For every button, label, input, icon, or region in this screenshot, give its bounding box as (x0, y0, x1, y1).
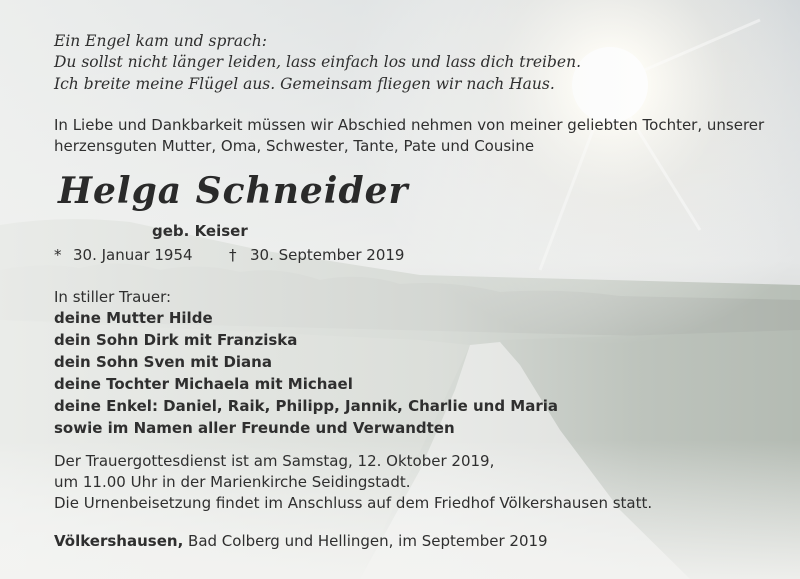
poem-line-1: Ein Engel kam und sprach: (54, 32, 267, 50)
maiden-name: geb. Keiser (152, 222, 248, 240)
family-line-1: deine Mutter Hilde (54, 309, 213, 327)
service-line-2: um 11.00 Uhr in der Marienkirche Seidingstadt. (54, 473, 411, 491)
family-line-2: dein Sohn Dirk mit Franziska (54, 331, 298, 349)
poem-line-2: Du sollst nicht länger leiden, lass einfach los und lass dich treiben. (54, 53, 582, 71)
service-line-3: Die Urnenbeisetzung findet im Anschluss auf dem Friedhof Völkershausen statt. (54, 494, 653, 512)
birth-symbol: * (54, 246, 62, 264)
place-and-date (54, 532, 548, 550)
death-date: 30. September 2019 (250, 246, 405, 264)
place-main: Völkershausen, (54, 532, 184, 550)
death-symbol: † (229, 246, 237, 264)
family-line-3: dein Sohn Sven mit Diana (54, 353, 272, 371)
intro-line-1: In Liebe und Dankbarkeit müssen wir Abschied nehmen von meiner geliebten Tochter, unserer (54, 116, 765, 134)
place-rest: Bad Colberg und Hellingen, im September 2019 (183, 532, 548, 550)
poem-line-3: Ich breite meine Flügel aus. Gemeinsam fliegen wir nach Haus. (54, 75, 555, 93)
mourners-intro: In stiller Trauer: (54, 288, 172, 306)
service-line-1: Der Trauergottesdienst ist am Samstag, 12. Oktober 2019, (54, 452, 495, 470)
family-line-4: deine Tochter Michaela mit Michael (54, 375, 353, 393)
birth-date: 30. Januar 1954 (73, 246, 193, 264)
family-line-6: sowie im Namen aller Freunde und Verwandten (54, 419, 455, 437)
deceased-name: Helga Schneider (58, 170, 409, 212)
intro-line-2: herzensguten Mutter, Oma, Schwester, Tante, Pate und Cousine (54, 137, 535, 155)
family-line-5: deine Enkel: Daniel, Raik, Philipp, Jannik, Charlie und Maria (54, 397, 559, 415)
